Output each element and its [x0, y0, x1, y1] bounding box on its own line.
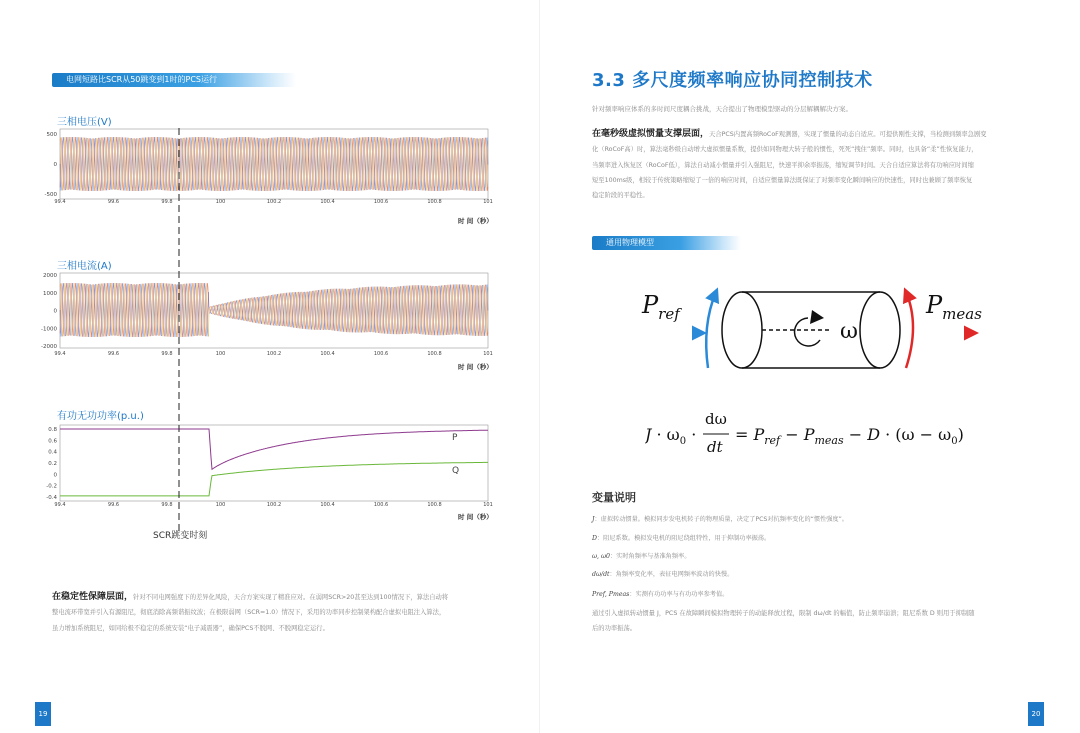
x-tick-label: 100	[215, 502, 226, 508]
x-tick-label: 100.6	[373, 199, 389, 205]
x-tick-label: 99.4	[54, 199, 66, 205]
x-tick-label: 101	[483, 199, 493, 205]
x-tick-label: 100.8	[427, 199, 442, 205]
svg-text:J · ω0 ·: $J \cdot \omega_0$ ·	[645, 425, 697, 447]
x-tick-label: 99.8	[161, 502, 173, 508]
stability-paragraph	[52, 590, 492, 636]
svg-text:dω: dω	[705, 410, 727, 428]
x-tick-label: 100.2	[266, 351, 282, 357]
section-intro: 针对频率响应体系的多时间尺度耦合挑战，天合提出了物理模型驱动的分层解耦解决方案。	[592, 105, 852, 113]
stability-text-2: 整电流环带宽并引入有源阻尼，彻底消除高频谐振纹波；在极限弱网（SCR=1.0）情况下，采用的功率同步控制架构配合虚拟电阻注入算法，	[52, 609, 446, 617]
y-tick-label: 0	[53, 308, 57, 315]
var-p: Pref, Pmeas：实测有功功率与有功功率参考值。	[592, 591, 729, 598]
swing-equation	[645, 410, 985, 460]
x-tick-label: 99.6	[107, 199, 120, 205]
x-tick-label: 99.6	[107, 351, 120, 357]
output-curve-arrow	[906, 292, 913, 368]
x-tick-label: 100.2	[266, 199, 282, 205]
var-omega: ω, ω0：实时角频率与基准角频率。	[592, 553, 691, 560]
x-tick-label: 99.8	[161, 199, 173, 205]
current-xunit: 时 间（秒）	[458, 363, 493, 371]
svg-text:dt: dt	[707, 438, 723, 456]
var-domega-dt: dω/dt：角频率变化率，表征电网频率波动的快慢。	[592, 571, 734, 578]
y-tick-label: -0.2	[46, 483, 57, 490]
voltage-plot-title: 三相电压(V)	[57, 117, 112, 128]
x-tick-label: 100.8	[427, 502, 442, 508]
x-tick-label: 99.8	[161, 351, 173, 357]
inertia-heading: 在毫秒级虚拟惯量支撑层面，	[592, 129, 710, 139]
x-tick-label: 99.6	[107, 502, 120, 508]
y-tick-label: 0.2	[48, 461, 57, 467]
stability-text-1: 针对不同电网强度下的差异化风险，天合方案实现了精准应对。在弱网SCR>20甚至达到100情况下，算法自动将	[133, 594, 449, 601]
reactive-power-curve	[60, 462, 488, 496]
page-number-left: 19	[35, 702, 51, 726]
x-tick-label: 100.6	[373, 351, 389, 357]
inertia-line-3: 短至100ms级，相较于传统策略缩短了一倍的响应时间，自适应惯量算法既保证了对频率变化瞬间响应的快速性，同时也兼顾了频率恢复	[592, 176, 973, 184]
y-tick-label: -2000	[41, 344, 57, 350]
inertia-line-4: 稳定阶段的平稳性。	[592, 192, 649, 200]
power-chart	[30, 420, 500, 515]
closing-line-2: 后的功率振荡。	[592, 625, 637, 633]
scr-switch-marker	[177, 128, 181, 533]
p-curve-label: P	[452, 433, 458, 443]
power-plot-title: 有功无功功率(p.u.)	[57, 411, 144, 422]
current-plot-title: 三相电流(A)	[57, 261, 112, 272]
p-ref-label: $P_{ref}$	[642, 291, 680, 323]
input-curve-arrow	[706, 292, 716, 368]
y-tick-label: 0.4	[48, 449, 57, 456]
x-tick-label: 101	[483, 351, 493, 357]
y-tick-label: 2000	[43, 273, 57, 279]
svg-text:= Pref − Pmeas − D · (ω − ω0): = $P_{ref} - P_{meas} - D \cdot (\omega - \omega_0)$	[735, 425, 964, 447]
x-tick-label: 101	[483, 502, 493, 508]
y-tick-label: 500	[46, 132, 57, 138]
inertia-line-0: 天合PCS内置高频RoCoF观测器，实现了惯量的动态自适应。可提供刚性支撑，当检测到频率急剧变	[709, 131, 987, 138]
chart-banner: 电网短路比SCR从50跳变到1时的PCS运行	[52, 73, 296, 87]
power-xunit: 时 间（秒）	[458, 513, 493, 521]
variables-title: 变量说明	[592, 491, 636, 504]
x-tick-label: 99.4	[54, 351, 66, 357]
current-chart	[30, 268, 500, 368]
rotation-icon	[795, 318, 820, 346]
omega-label: ω	[840, 319, 858, 344]
inertia-paragraph	[592, 127, 1037, 203]
inertia-line-1: 化（RoCoF高）时，算法毫秒级自动增大虚拟惯量系数，提供如同物理大转子般的惯性，死死“拽住”频率。同时，也具备“柔”性恢复能力，	[592, 146, 978, 154]
y-tick-label: 0.8	[48, 427, 57, 433]
x-tick-label: 100	[215, 199, 226, 205]
page-number-right: 20	[1028, 702, 1044, 726]
y-tick-label: 0.6	[48, 438, 57, 445]
y-tick-label: -0.4	[46, 495, 57, 501]
x-tick-label: 100	[215, 351, 226, 357]
section-title: 3.3 多尺度频率响应协同控制技术	[592, 70, 873, 91]
x-tick-label: 100.2	[266, 502, 282, 508]
var-j: J：虚拟转动惯量。模拟同步发电机转子的物理质量，决定了PCS对抗频率变化的“惯性强度”。	[592, 516, 848, 523]
voltage-xunit: 时 间（秒）	[458, 217, 493, 225]
y-tick-label: 1000	[43, 290, 57, 297]
stability-text-3: 虽力增加系统阻尼，如同给极不稳定的系统安装“电子减震器”，确保PCS不脱网、不脱网稳定运行。	[52, 624, 329, 632]
y-tick-label: -500	[44, 192, 57, 198]
inertia-line-2: 当频率进入恢复区（RoCoF低），算法自动减小惯量并引入强阻尼，快速平抑余率振荡，缩短调节时间。天合自适应算法将有功响应时间缩	[592, 161, 974, 169]
var-d: D：阻尼系数。模拟发电机的阻尼绕组特性，用于抑制功率振荡。	[592, 535, 771, 542]
stability-heading: 在稳定性保障层面，	[52, 592, 134, 602]
model-banner: 通用物理模型	[592, 236, 741, 250]
q-curve-label: Q	[452, 466, 460, 476]
x-tick-label: 100.8	[427, 351, 442, 357]
current-phase-wave	[60, 283, 488, 337]
x-tick-label: 100.4	[320, 199, 335, 205]
y-tick-label: -1000	[41, 326, 57, 333]
closing-line-1: 通过引入虚拟转动惯量 J，PCS 在故障瞬间模拟物理转子的动能释放过程，限制 dω/dt 的幅值，防止频率崩溃；阻尼系数 D 则用于抑制随	[592, 610, 975, 617]
y-tick-label: 0	[53, 472, 57, 479]
scr-switch-label: SCR跳变时刻	[153, 531, 208, 541]
x-tick-label: 99.4	[54, 502, 66, 508]
x-tick-label: 100.4	[320, 351, 335, 357]
voltage-chart	[30, 124, 500, 224]
physical-model-diagram	[630, 280, 990, 380]
x-tick-label: 100.6	[373, 502, 389, 508]
x-tick-label: 100.4	[320, 502, 335, 508]
y-tick-label: 0	[53, 162, 57, 168]
p-meas-label: $P_{meas}$	[926, 291, 982, 323]
closing-paragraph	[592, 606, 1042, 637]
